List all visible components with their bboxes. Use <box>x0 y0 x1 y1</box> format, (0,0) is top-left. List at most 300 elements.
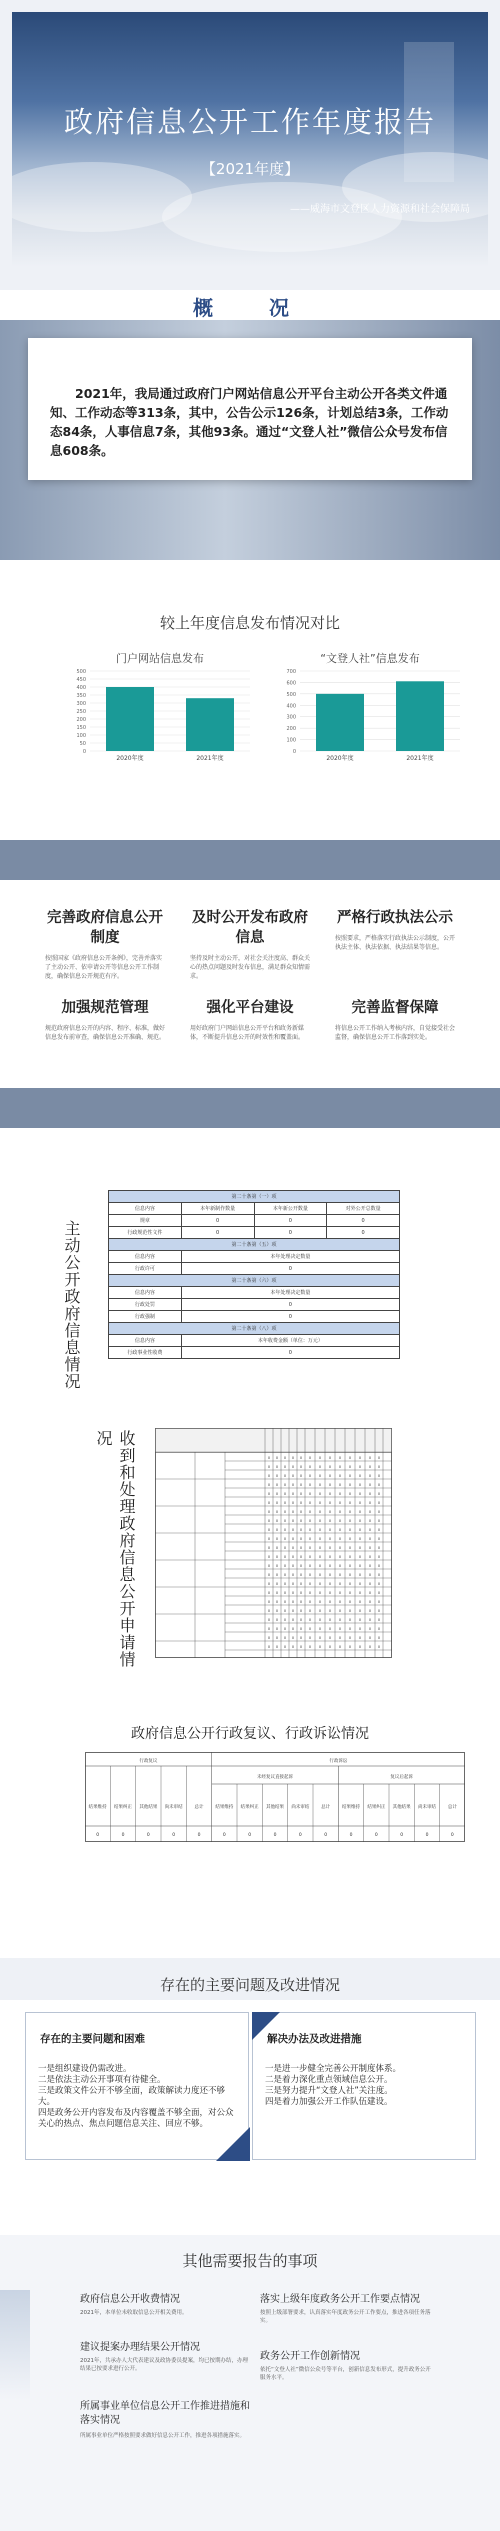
grid-cell-text: 0 <box>368 1537 372 1541</box>
y-tick-label: 300 <box>286 714 296 721</box>
grid-col-label: 尚未审结 <box>164 1805 183 1810</box>
grid-cell-text: 0 <box>299 1537 303 1541</box>
grid-cell-text: 0 <box>308 1591 312 1595</box>
grid-header-text: 行政诉讼 <box>329 1759 348 1764</box>
grid-col-label: 尚未审结 <box>291 1805 310 1810</box>
portal-chart-title: 门户网站信息发布 <box>116 652 204 665</box>
grid-cell-text: 0 <box>348 1546 352 1550</box>
grid-col-label: 结果纠正 <box>114 1805 132 1810</box>
problems-box <box>25 2012 249 2160</box>
grid-cell-text: 0 <box>348 1474 352 1478</box>
grid-cell-text: 0 <box>368 1492 372 1496</box>
grid-cell-text: 0 <box>328 1645 332 1649</box>
y-tick-label: 200 <box>76 717 86 723</box>
portal-chart-svg <box>60 666 260 771</box>
grid-cell-text: 0 <box>299 1483 303 1487</box>
grid-cell-text: 0 <box>377 1636 381 1640</box>
measure-heading: 完善政府信息公开制度 <box>47 910 163 946</box>
y-tick-label: 100 <box>76 733 86 739</box>
grid-cell-text: 0 <box>308 1492 312 1496</box>
table-cell: 0 <box>254 1215 327 1227</box>
grid-cell-text: 0 <box>291 1582 295 1586</box>
grid-cell-text: 0 <box>267 1456 271 1460</box>
grid-cell-text: 0 <box>275 1501 279 1505</box>
grid-cell-text: 0 <box>283 1537 287 1541</box>
grid-cell-text: 0 <box>283 1564 287 1568</box>
grid-cell-text: 0 <box>283 1591 287 1595</box>
problem-line: 二是依法主动公开事项有待健全。 <box>38 2075 166 2085</box>
grid-cell-text: 0 <box>348 1537 352 1541</box>
grid-cell-text: 0 <box>377 1564 381 1568</box>
grid-cell-text: 0 <box>267 1627 271 1631</box>
table-section: 第二十条第（八）项 <box>109 1323 400 1335</box>
grid-cell-text: 0 <box>368 1609 372 1613</box>
grid-cell-text: 0 <box>291 1564 295 1568</box>
other-item <box>80 2290 250 2317</box>
grid-cell-text: 0 <box>338 1510 342 1514</box>
wechat-chart <box>270 650 470 760</box>
grid-cell-text: 0 <box>267 1501 271 1505</box>
grid-col-label: 总计 <box>321 1805 331 1810</box>
grid-cell-text: 0 <box>299 1591 303 1595</box>
grid-cell-text: 0 <box>358 1519 362 1523</box>
y-tick-label: 400 <box>286 703 296 710</box>
portal-chart <box>60 650 260 760</box>
grid-cell-text: 0 <box>308 1555 312 1559</box>
active-table-label: 主动公开政府信息情况 <box>62 1220 81 1390</box>
grid-cell-text: 0 <box>348 1501 352 1505</box>
grid-cell-text: 0 <box>318 1600 322 1604</box>
grid-cell-text: 0 <box>368 1510 372 1514</box>
grid-cell-text: 0 <box>267 1645 271 1649</box>
grid-cell-text: 0 <box>368 1627 372 1631</box>
grid-cell-text: 0 <box>291 1483 295 1487</box>
grid-cell-text: 0 <box>358 1483 362 1487</box>
grid-cell-text: 0 <box>368 1636 372 1640</box>
grid-cell-text: 0 <box>318 1618 322 1622</box>
grid-cell-text: 0 <box>358 1618 362 1622</box>
table-cell: 0 <box>181 1299 399 1311</box>
grid-cell-text: 0 <box>275 1555 279 1559</box>
review-table-title: 政府信息公开行政复议、行政诉讼情况 <box>131 1726 369 1742</box>
grid-cell-text: 0 <box>377 1582 381 1586</box>
grid-cell-text: 0 <box>358 1564 362 1568</box>
grid-cell-text: 0 <box>308 1582 312 1586</box>
grid-cell-text: 0 <box>348 1609 352 1613</box>
grid-cell-text: 0 <box>377 1645 381 1649</box>
grid-cell-text: 0 <box>328 1564 332 1568</box>
table-cell: 本年处理决定数量 <box>181 1287 399 1299</box>
grid-cell-text: 0 <box>368 1456 372 1460</box>
grid-cell-text: 0 <box>368 1618 372 1622</box>
grid-cell-text: 0 <box>338 1564 342 1568</box>
table-cell: 0 <box>181 1311 399 1323</box>
grid-cell-text: 0 <box>368 1573 372 1577</box>
grid-cell-text: 0 <box>291 1528 295 1532</box>
solution-line: 一是进一步健全完善公开制度体系。 <box>265 2064 402 2074</box>
measure-body: 将信息公开工作纳入考核内容，自觉接受社会监督，确保信息公开工作落到实处。 <box>335 1025 456 1041</box>
grid-cell-text: 0 <box>377 1537 381 1541</box>
grid-cell-text: 0 <box>308 1573 312 1577</box>
grid-cell-text: 0 <box>291 1573 295 1577</box>
grid-cell-text: 0 <box>283 1483 287 1487</box>
grid-cell-text: 0 <box>328 1582 332 1586</box>
wechat-chart-title: “文登人社”信息发布 <box>320 652 420 665</box>
grid-cell-text: 0 <box>283 1627 287 1631</box>
table-cell: 行政事业性收费 <box>109 1347 182 1359</box>
grid-cell-text: 0 <box>358 1627 362 1631</box>
measures-band-top <box>0 840 500 880</box>
table-cell: 本年新制作数量 <box>181 1203 254 1215</box>
grid-cell-text: 0 <box>348 1627 352 1631</box>
grid-cell-text: 0 <box>377 1519 381 1523</box>
grid-cell-text: 0 <box>368 1465 372 1469</box>
grid-cell-text: 0 <box>283 1456 287 1460</box>
grid-cell-text: 0 <box>283 1600 287 1604</box>
grid-cell-text: 0 <box>348 1564 352 1568</box>
grid-cell-text: 0 <box>328 1618 332 1622</box>
grid-cell-text: 0 <box>275 1609 279 1613</box>
grid-cell-text: 0 <box>267 1609 271 1613</box>
y-tick-label: 500 <box>286 691 296 698</box>
grid-cell-text: 0 <box>275 1582 279 1586</box>
grid-cell-text: 0 <box>267 1546 271 1550</box>
table-cell: 本年处理决定数量 <box>181 1251 399 1263</box>
grid-cell-text: 0 <box>358 1636 362 1640</box>
grid-cell-text: 0 <box>267 1537 271 1541</box>
other-item <box>260 2290 435 2325</box>
grid-cell-text: 0 <box>291 1456 295 1460</box>
table-cell: 规章 <box>109 1215 182 1227</box>
grid-cell-text: 0 <box>291 1492 295 1496</box>
grid-cell-text: 0 <box>299 1510 303 1514</box>
grid-cell-text: 0 <box>328 1546 332 1550</box>
grid-cell-text: 0 <box>299 1492 303 1496</box>
grid-cell-text: 0 <box>299 1627 303 1631</box>
y-tick-label: 0 <box>292 749 296 755</box>
grid-cell-text: 0 <box>328 1573 332 1577</box>
grid-cell-text: 0 <box>348 1483 352 1487</box>
grid-cell-text: 0 <box>328 1555 332 1559</box>
grid-cell-text: 0 <box>425 1833 429 1838</box>
grid-cell-text: 0 <box>377 1501 381 1505</box>
grid-cell-text: 0 <box>308 1474 312 1478</box>
grid-cell-text: 0 <box>267 1483 271 1487</box>
y-tick-label: 50 <box>79 741 86 747</box>
grid-cell-text: 0 <box>308 1465 312 1469</box>
grid-cell-text: 0 <box>328 1510 332 1514</box>
grid-cell-text: 0 <box>377 1609 381 1613</box>
grid-cell-text: 0 <box>358 1645 362 1649</box>
other-item-body: 2021年，共承办人大代表建议及政协委员提案，均已按期办结，办理结果已按要求进行公开。 <box>80 2358 248 2372</box>
grid-cell-text: 0 <box>318 1528 322 1532</box>
grid-cell-text: 0 <box>318 1483 322 1487</box>
y-tick-label: 350 <box>76 693 86 699</box>
grid-cell-text: 0 <box>358 1528 362 1532</box>
table-cell: 行政规范性文件 <box>109 1227 182 1239</box>
grid-header <box>156 1429 392 1453</box>
grid-cell-text: 0 <box>318 1591 322 1595</box>
grid-cell-text: 0 <box>338 1573 342 1577</box>
solution-line: 二是着力深化重点领域信息公开。 <box>265 2075 393 2085</box>
grid-cell-text: 0 <box>222 1833 226 1838</box>
grid-cell-text: 0 <box>318 1510 322 1514</box>
grid-cell-text: 0 <box>338 1546 342 1550</box>
grid-cell-text: 0 <box>267 1618 271 1622</box>
grid-cell-text: 0 <box>299 1618 303 1622</box>
grid-cell-text: 0 <box>328 1636 332 1640</box>
x-tick-label: 2021年度 <box>406 755 434 762</box>
grid-cell-text: 0 <box>358 1600 362 1604</box>
y-tick-label: 500 <box>76 669 86 675</box>
grid-cell-text: 0 <box>275 1546 279 1550</box>
grid-cell-text: 0 <box>299 1465 303 1469</box>
grid-cell-text: 0 <box>328 1474 332 1478</box>
grid-cell-text: 0 <box>275 1591 279 1595</box>
grid-cell-text: 0 <box>299 1546 303 1550</box>
grid-cell-text: 0 <box>358 1501 362 1505</box>
grid-cell-text: 0 <box>348 1510 352 1514</box>
grid-cell-text: 0 <box>318 1465 322 1469</box>
grid-cell-text: 0 <box>358 1573 362 1577</box>
solutions-box-heading: 解决办法及改进措施 <box>267 2033 362 2045</box>
grid-cell-text: 0 <box>283 1609 287 1613</box>
measure-1 <box>45 908 165 981</box>
grid-cell-text: 0 <box>291 1555 295 1559</box>
corner-triangle <box>252 2012 280 2040</box>
x-tick-label: 2021年度 <box>196 755 224 762</box>
grid-col-label: 其他结果 <box>392 1805 411 1810</box>
other-item-heading: 建议提案办理结果公开情况 <box>80 2342 200 2353</box>
grid-cell-text: 0 <box>368 1564 372 1568</box>
grid-cell-text: 0 <box>368 1519 372 1523</box>
grid-cell-text: 0 <box>348 1645 352 1649</box>
grid-cell-text: 0 <box>275 1627 279 1631</box>
grid-cell-text: 0 <box>291 1600 295 1604</box>
other-item-heading: 所属事业单位信息公开工作推进措施和落实情况 <box>80 2401 250 2426</box>
table-cell: 信息内容 <box>109 1287 182 1299</box>
grid-cell-text: 0 <box>291 1636 295 1640</box>
grid-cell-text: 0 <box>299 1600 303 1604</box>
solution-line: 四是着力加强公开工作队伍建设。 <box>265 2097 393 2107</box>
grid-cell-text: 0 <box>318 1501 322 1505</box>
grid-cell-text: 0 <box>338 1618 342 1622</box>
grid-cell-text: 0 <box>338 1591 342 1595</box>
grid-cell-text: 0 <box>308 1510 312 1514</box>
active-disclosure-table <box>108 1190 400 1359</box>
grid-cell-text: 0 <box>318 1555 322 1559</box>
grid-header-text: 行政复议 <box>139 1759 158 1764</box>
grid-cell-text: 0 <box>283 1474 287 1478</box>
grid-cell-text: 0 <box>368 1546 372 1550</box>
grid-cell-text: 0 <box>291 1501 295 1505</box>
grid-cell-text: 0 <box>299 1609 303 1613</box>
grid-cell-text: 0 <box>267 1510 271 1514</box>
grid-cell-text: 0 <box>358 1546 362 1550</box>
apply-table-grid <box>155 1428 392 1658</box>
grid-cell-text: 0 <box>358 1582 362 1586</box>
grid-cell-text: 0 <box>318 1456 322 1460</box>
y-tick-label: 400 <box>76 685 86 691</box>
grid-cell-text: 0 <box>368 1645 372 1649</box>
grid-cell-text: 0 <box>275 1474 279 1478</box>
grid-cell-text: 0 <box>328 1537 332 1541</box>
grid-cell-text: 0 <box>267 1636 271 1640</box>
grid-col-label: 其他结果 <box>139 1805 158 1810</box>
table-cell: 0 <box>327 1227 400 1239</box>
measure-heading: 强化平台建设 <box>206 1000 294 1016</box>
report-org: ——威海市文登区人力资源和社会保障局 <box>290 204 470 215</box>
grid-cell-text: 0 <box>283 1546 287 1550</box>
table-cell: 对外公开总数量 <box>327 1203 400 1215</box>
grid-cell-text: 0 <box>283 1519 287 1523</box>
grid-cell-text: 0 <box>273 1833 277 1838</box>
report-header <box>0 0 500 290</box>
grid-cell-text: 0 <box>318 1627 322 1631</box>
grid-cell-text: 0 <box>283 1528 287 1532</box>
grid-cell-text: 0 <box>283 1573 287 1577</box>
grid-cell-text: 0 <box>291 1618 295 1622</box>
grid-cell-text: 0 <box>291 1510 295 1514</box>
other-item-body: 2021年，本单位未收取信息公开相关费用。 <box>80 2310 188 2316</box>
grid-cell-text: 0 <box>328 1465 332 1469</box>
apply-table-label: 收到和处理政府信息公开申请情况 <box>94 1430 136 1668</box>
grid-cell-text: 0 <box>328 1600 332 1604</box>
solutions-box-body <box>253 2046 475 2108</box>
grid-cell-text: 0 <box>283 1465 287 1469</box>
grid-cell-text: 0 <box>299 1636 303 1640</box>
grid-cell-text: 0 <box>377 1591 381 1595</box>
other-item-body: 依托“文登人社”微信公众号等平台，创新信息发布形式，提升政务公开服务水平。 <box>260 2367 431 2381</box>
grid-cell-text: 0 <box>291 1627 295 1631</box>
grid-cell-text: 0 <box>338 1492 342 1496</box>
wechat-chart-svg <box>270 666 470 771</box>
decor-shape <box>0 2290 30 2400</box>
grid-cell-text: 0 <box>368 1600 372 1604</box>
measure-4 <box>45 998 165 1042</box>
grid-cell-text: 0 <box>328 1591 332 1595</box>
grid-cell-text: 0 <box>283 1510 287 1514</box>
grid-cell-text: 0 <box>377 1456 381 1460</box>
grid-cell-text: 0 <box>283 1501 287 1505</box>
grid-cell-text: 0 <box>318 1636 322 1640</box>
other-item-heading: 政务公开工作创新情况 <box>260 2351 360 2362</box>
grid-cell-text: 0 <box>267 1573 271 1577</box>
grid-cell-text: 0 <box>338 1483 342 1487</box>
measure-5 <box>190 998 310 1042</box>
grid-cell-text: 0 <box>172 1833 176 1838</box>
report-year: 【2021年度】 <box>200 160 300 178</box>
grid-cell-text: 0 <box>368 1501 372 1505</box>
y-tick-label: 700 <box>286 669 296 675</box>
grid-cell-text: 0 <box>308 1564 312 1568</box>
bar <box>186 698 234 751</box>
grid-cell-text: 0 <box>283 1492 287 1496</box>
other-item <box>260 2347 435 2382</box>
other-item-body: 所属事业单位严格按照要求做好信息公开工作，推进各项措施落实。 <box>80 2433 246 2439</box>
grid-cell-text: 0 <box>299 1519 303 1523</box>
grid-cell-text: 0 <box>377 1510 381 1514</box>
measure-heading: 完善监督保障 <box>351 1000 439 1016</box>
grid-cell-text: 0 <box>299 1573 303 1577</box>
grid-cell-text: 0 <box>358 1456 362 1460</box>
table-section: 第二十条第（六）项 <box>109 1275 400 1287</box>
grid-cell-text: 0 <box>308 1456 312 1460</box>
review-table-grid <box>85 1752 465 1842</box>
table-cell: 0 <box>254 1227 327 1239</box>
grid-cell-text: 0 <box>318 1564 322 1568</box>
grid-cell-text: 0 <box>318 1645 322 1649</box>
grid-cell-text: 0 <box>299 1582 303 1586</box>
problem-line: 一是组织建设仍需改进。 <box>38 2064 132 2074</box>
problems-box-body <box>26 2046 248 2130</box>
grid-cell-text: 0 <box>267 1474 271 1478</box>
grid-cell-text: 0 <box>328 1501 332 1505</box>
grid-cell-text: 0 <box>267 1600 271 1604</box>
y-tick-label: 200 <box>286 726 296 733</box>
problems-box-heading: 存在的主要问题和困难 <box>40 2033 145 2045</box>
grid-cell-text: 0 <box>377 1600 381 1604</box>
overview-text: 2021年，我局通过政府门户网站信息公开平台主动公开各类文件通知、工作动态等313条，其中，公告公示126条，计划总结3条，工作动态84条，人事信息7条，其他93条。通过“文登人社”微信公众号发布信息608条。 <box>50 386 449 458</box>
grid-cell-text: 0 <box>299 1474 303 1478</box>
grid-col-label: 结果纠正 <box>240 1805 259 1810</box>
grid-cell-text: 0 <box>275 1492 279 1496</box>
grid-cell-text: 0 <box>267 1528 271 1532</box>
y-tick-label: 600 <box>286 680 296 687</box>
grid-col-label: 结果维持 <box>88 1805 107 1810</box>
grid-header-text: 复议后起诉 <box>390 1775 413 1780</box>
grid-cell-text: 0 <box>348 1573 352 1577</box>
grid-cell-text: 0 <box>308 1609 312 1613</box>
grid-cell-text: 0 <box>324 1833 328 1838</box>
grid-cell-text: 0 <box>338 1582 342 1586</box>
grid-cell-text: 0 <box>283 1582 287 1586</box>
x-tick-label: 2020年度 <box>326 755 354 762</box>
grid-col-label: 其他结果 <box>266 1805 284 1810</box>
grid-cell-text: 0 <box>318 1474 322 1478</box>
grid-cell-text: 0 <box>197 1833 201 1838</box>
grid-cell-text: 0 <box>267 1492 271 1496</box>
grid-cell-text: 0 <box>338 1519 342 1523</box>
grid-cell-text: 0 <box>275 1528 279 1532</box>
other-item-heading: 政府信息公开收费情况 <box>80 2294 180 2305</box>
grid-cell-text: 0 <box>267 1465 271 1469</box>
other-band <box>0 2235 500 2531</box>
report-title: 政府信息公开工作年度报告 <box>63 105 436 139</box>
table-cell: 本年新公开数量 <box>254 1203 327 1215</box>
comparison-heading: 较上年度信息发布情况对比 <box>159 614 340 632</box>
grid-cell-text: 0 <box>291 1537 295 1541</box>
grid-col-label: 结果纠正 <box>367 1805 386 1810</box>
grid-cell-text: 0 <box>308 1501 312 1505</box>
grid-cell-text: 0 <box>377 1474 381 1478</box>
table-cell: 0 <box>181 1227 254 1239</box>
grid-cell-text: 0 <box>328 1483 332 1487</box>
grid-cell-text: 0 <box>328 1609 332 1613</box>
y-tick-label: 300 <box>76 701 86 707</box>
grid-cell-text: 0 <box>338 1501 342 1505</box>
grid-cell-text: 0 <box>348 1465 352 1469</box>
grid-cell-text: 0 <box>358 1609 362 1613</box>
grid-cell-text: 0 <box>275 1465 279 1469</box>
grid-cell-text: 0 <box>377 1573 381 1577</box>
other-item-body: 按照上级部署要求，认真落实年度政务公开工作要点，推进各项任务落实。 <box>260 2310 431 2324</box>
grid-cell-text: 0 <box>291 1645 295 1649</box>
grid-cell-text: 0 <box>374 1833 378 1838</box>
measures-band-bottom <box>0 1088 500 1128</box>
grid-cell-text: 0 <box>368 1483 372 1487</box>
grid-cell-text: 0 <box>348 1456 352 1460</box>
